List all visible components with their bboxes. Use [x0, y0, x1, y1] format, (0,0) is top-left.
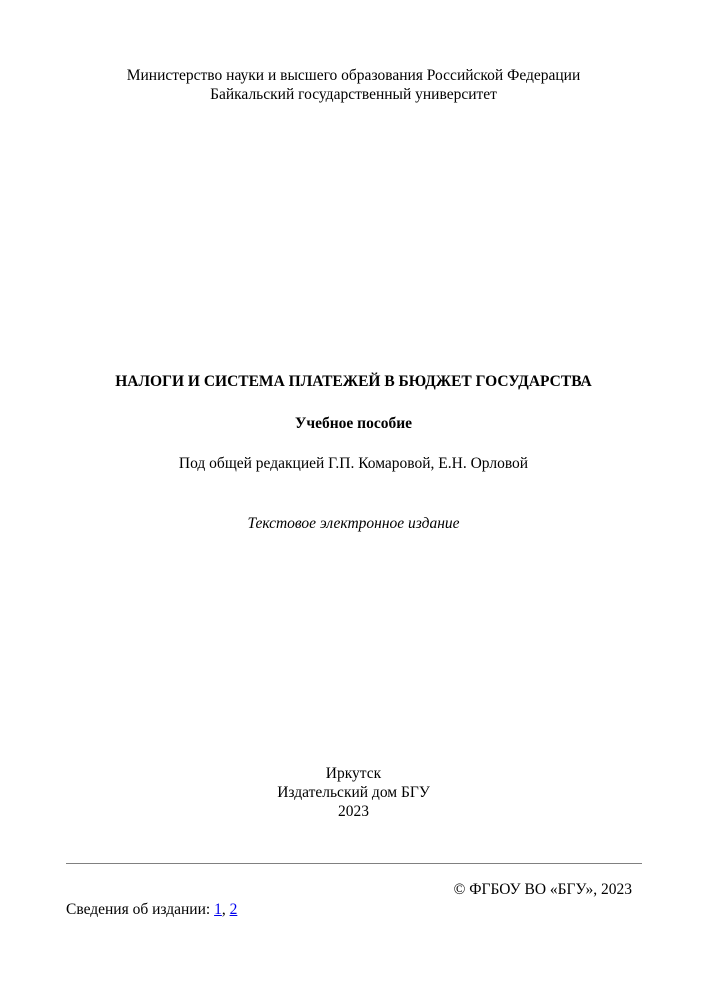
- book-title: [0, 372, 707, 391]
- edition-info-link-1[interactable]: 1: [214, 901, 222, 918]
- edition-info-link-2[interactable]: 2: [229, 901, 238, 918]
- university-name: Байкальский государственный университет: [210, 86, 497, 103]
- imprint-publisher: Издательский дом БГУ: [277, 784, 430, 801]
- edition-info-separator: ,: [221, 901, 230, 918]
- ministry-name: Министерство науки и высшего образования Российской Федерации: [126, 67, 581, 84]
- book-title-text: НАЛОГИ И СИСТЕМА ПЛАТЕЖЕЙ В БЮДЖЕТ ГОСУДАРСТВА: [115, 373, 592, 390]
- edition-type-text: Текстовое электронное издание: [247, 515, 460, 532]
- book-editors-text: Под общей редакцией Г.П. Комаровой, Е.Н. Орловой: [178, 455, 529, 472]
- book-editors: [0, 454, 707, 473]
- edition-type: [0, 514, 707, 533]
- edition-info: [66, 900, 237, 919]
- imprint-year: 2023: [338, 803, 369, 820]
- book-subtitle-text: Учебное пособие: [294, 415, 413, 432]
- organization-header: [0, 66, 707, 104]
- footer-divider: [66, 863, 642, 864]
- copyright-notice: © ФГБОУ ВО «БГУ», 2023: [453, 881, 632, 898]
- imprint: [0, 764, 707, 821]
- edition-info-label: Сведения об издании:: [66, 901, 215, 918]
- book-subtitle: [0, 414, 707, 433]
- imprint-city: Иркутск: [325, 765, 382, 782]
